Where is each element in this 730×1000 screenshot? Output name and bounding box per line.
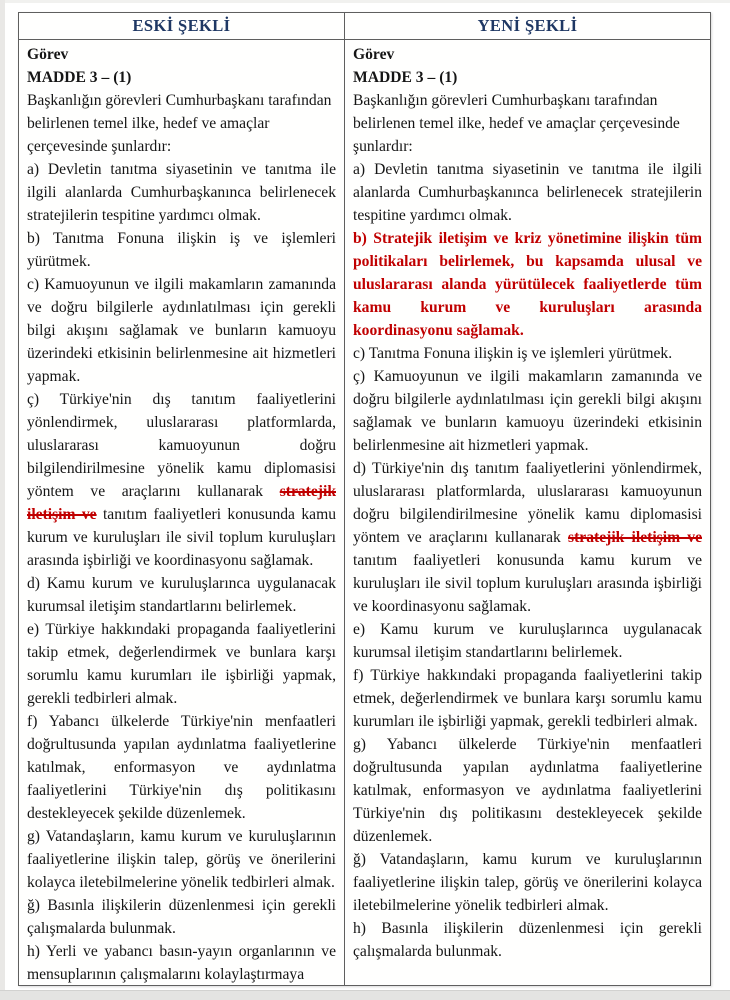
clause-text: b) Tanıtma Fonuna ilişkin iş ve işlemleri yürütmek. <box>27 230 336 270</box>
clause-paragraph <box>353 733 702 848</box>
clause-text: e) Kamu kurum ve kuruluşlarınca uygulanacak kurumsal iletişim standartlarını belirlemek. <box>353 621 702 661</box>
clause-text: g) Vatandaşların, kamu kurum ve kuruluşlarının faaliyetlerine ilişkin talep, görüş ve önerilerini kolayca iletebilmelerine yönelik tedbirleri almak. <box>27 828 336 891</box>
new-version-cell <box>345 40 710 986</box>
clause-list <box>27 158 336 986</box>
table-body-row <box>19 40 710 986</box>
clause-text: ç) Türkiye'nin dış tanıtım faaliyetlerini yönlendirmek, uluslararası platformlarda, uluslararası kamuoyunun doğru bilgilendirilmesine yönelik kamu diplomasisi yöntem ve araçlarını kullanarak <box>27 391 336 500</box>
article-heading: MADDE 3 – (1) <box>353 69 458 86</box>
scan-edge-top <box>0 0 730 3</box>
intro-paragraph: Başkanlığın görevleri Cumhurbaşkanı tarafından belirlenen temel ilke, hedef ve amaçlar çerçevesinde şunlardır: <box>27 92 332 155</box>
clause-paragraph <box>27 273 336 388</box>
clause-paragraph <box>27 618 336 710</box>
clause-list <box>353 158 702 963</box>
revision-comparison-table <box>18 12 711 986</box>
header-new-version: YENİ ŞEKLİ <box>477 16 578 35</box>
added-text: b) Stratejik iletişim ve kriz yönetimine ilişkin tüm politikaları belirlemek, bu kapsamda ulusal ve uluslararası alanda yürütülecek faaliyetlerde tüm kamu kurum ve kuruluşları arasında koordinasyonu sağlamak. <box>353 230 702 339</box>
scan-edge-bottom <box>0 990 730 1000</box>
clause-text: c) Tanıtma Fonuna ilişkin iş ve işlemleri yürütmek. <box>353 345 673 362</box>
clause-paragraph <box>353 342 702 365</box>
clause-text: d) Kamu kurum ve kuruluşlarınca uygulanacak kurumsal iletişim standartlarını belirlemek. <box>27 575 336 615</box>
clause-text: f) Yabancı ülkelerde Türkiye'nin menfaatleri doğrultusunda yapılan aydınlatma faaliyetlerine katılmak, enformasyon ve aydınlatma faaliyetlerini Türkiye'nin dış politikasını destekleyecek şekilde düzenlemek. <box>27 713 336 822</box>
table-header-row <box>19 13 710 40</box>
clause-paragraph <box>27 894 336 940</box>
scan-edge-left <box>0 0 5 1000</box>
clause-text: a) Devletin tanıtma siyasetinin ve tanıtma ile ilgili alanlarda Cumhurbaşkanınca belirlenecek stratejilerin tespitine yardımcı olmak. <box>27 161 336 224</box>
clause-text: c) Kamuoyunun ve ilgili makamların zamanında ve doğru bilgilerle aydınlatılması için gerekli bilgi akışını sağlamak ve bunların kamuoyu üzerindeki etkisinin belirlenmesine ait hizmetleri yapmak. <box>27 276 336 385</box>
clause-text: ğ) Vatandaşların, kamu kurum ve kuruluşlarının faaliyetlerine ilişkin talep, görüş ve önerilerini kolayca iletebilmelerine yönelik tedbirleri almak. <box>353 851 702 914</box>
clause-text: f) Türkiye hakkındaki propaganda faaliyetlerini takip etmek, değerlendirmek ve bunlara karşı sorumlu kamu kurumları ile işbirliği yapmak, gerekli tedbirleri almak. <box>353 667 702 730</box>
clause-text: tanıtım faaliyetleri konusunda kamu kurum ve kuruluşları ile sivil toplum kuruluşları arasında işbirliği ve koordinasyonu sağlamak. <box>353 552 702 615</box>
clause-paragraph <box>353 227 702 342</box>
clause-text: h) Basınla ilişkilerin düzenlenmesi için gerekli çalışmalarda bulunmak. <box>353 920 702 960</box>
clause-paragraph <box>353 664 702 733</box>
clause-text: ç) Kamuoyunun ve ilgili makamların zamanında ve doğru bilgilerle aydınlatılması için gerekli bilgi akışını sağlamak ve bunların kamuoyu üzerindeki etkisinin belirlenmesine ait hizmetleri yapmak. <box>353 368 702 454</box>
clause-text: ğ) Basınla ilişkilerin düzenlenmesi için gerekli çalışmalarda bulunmak. <box>27 897 336 937</box>
clause-paragraph <box>353 158 702 227</box>
clause-paragraph <box>353 457 702 618</box>
article-heading: MADDE 3 – (1) <box>27 69 132 86</box>
clause-paragraph <box>27 710 336 825</box>
clause-paragraph <box>27 227 336 273</box>
clause-text: tanıtım faaliyetleri konusunda kamu kurum ve kuruluşları ile sivil toplum kuruluşları arasında işbirliği ve koordinasyonu sağlamak. <box>27 506 336 569</box>
clause-paragraph <box>27 940 336 986</box>
clause-paragraph <box>353 848 702 917</box>
header-old-version: ESKİ ŞEKLİ <box>19 13 345 39</box>
clause-paragraph <box>353 618 702 664</box>
clause-paragraph <box>27 388 336 572</box>
removed-text: stratejik iletişim ve <box>27 483 336 523</box>
section-title: Görev <box>27 46 69 63</box>
intro-paragraph: Başkanlığın görevleri Cumhurbaşkanı tarafından belirlenen temel ilke, hedef ve amaçlar çerçevesinde şunlardır: <box>353 92 680 155</box>
old-version-cell <box>19 40 345 986</box>
clause-text: e) Türkiye hakkındaki propaganda faaliyetlerini takip etmek, değerlendirmek ve bunlara karşı sorumlu kamu kurumları ile işbirliği yapmak, gerekli tedbirleri almak. <box>27 621 336 707</box>
clause-text: a) Devletin tanıtma siyasetinin ve tanıtma ile ilgili alanlarda Cumhurbaşkanınca belirlenecek stratejilerin tespitine yardımcı olmak. <box>353 161 702 224</box>
section-title: Görev <box>353 46 395 63</box>
clause-paragraph <box>27 158 336 227</box>
removed-text: stratejik iletişim ve <box>568 529 702 546</box>
clause-text: d) Türkiye'nin dış tanıtım faaliyetlerini yönlendirmek, uluslararası platformlarda, uluslararası kamuoyunun doğru bilgilendirilmesine yönelik kamu diplomasisi yöntem ve araçlarını kullanarak <box>353 460 702 546</box>
clause-paragraph <box>27 825 336 894</box>
clause-text: g) Yabancı ülkelerde Türkiye'nin menfaatleri doğrultusunda yapılan aydınlatma faaliyetlerine katılmak, enformasyon ve aydınlatma faaliyetlerini Türkiye'nin dış politikasını destekleyecek şekilde düzenlemek. <box>353 736 702 845</box>
clause-text: h) Yerli ve yabancı basın-yayın organlarının ve mensuplarının çalışmalarını kolaylaştırmaya <box>27 943 336 983</box>
clause-paragraph <box>353 917 702 963</box>
clause-paragraph <box>353 365 702 457</box>
clause-paragraph <box>27 572 336 618</box>
